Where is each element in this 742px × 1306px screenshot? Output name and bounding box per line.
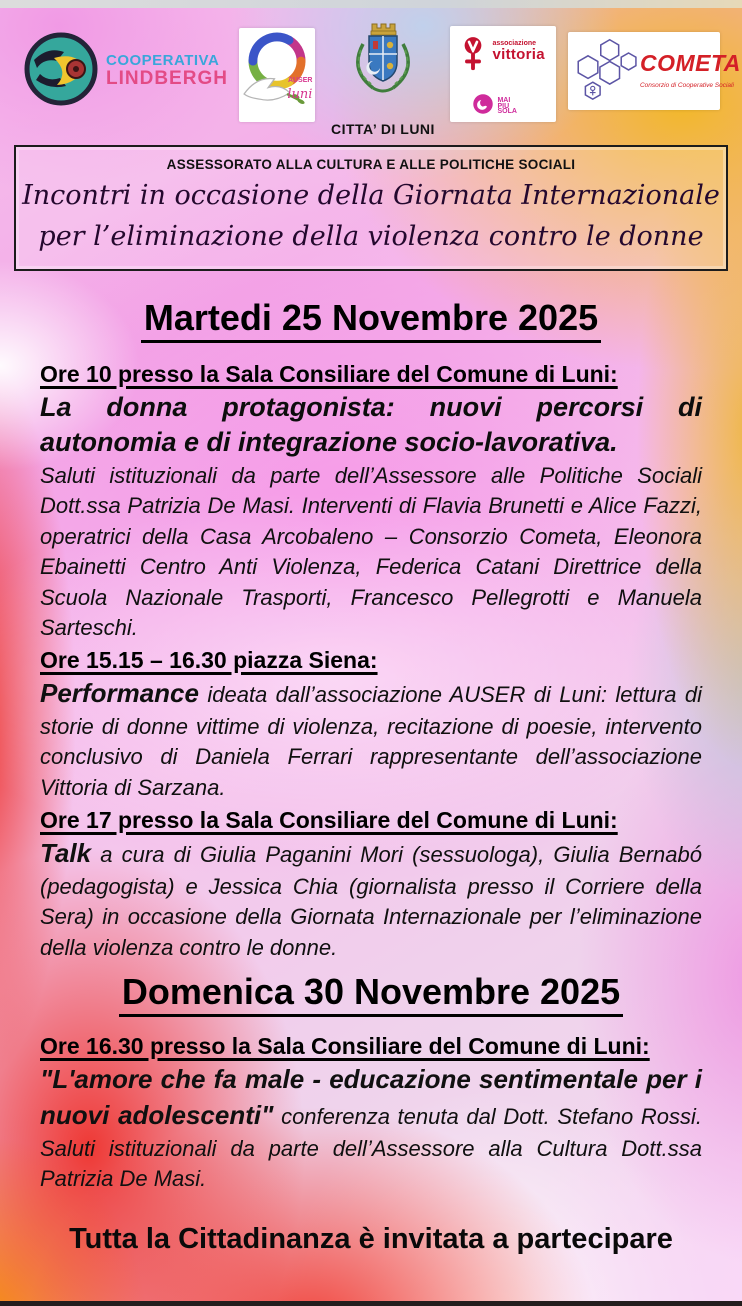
day2-title [40,971,702,1013]
auser-wordmark [287,70,312,102]
bottom-edge-strip [0,1301,742,1306]
poster-title-line1: Incontri in occasione della Giornata Internazionale [22,180,720,211]
day2-event1-body [40,1062,702,1194]
day1-event3-heading: Ore 17 presso la Sala Consiliare del Comune di Luni: [40,807,618,834]
cometa-logo [568,32,741,110]
title-banner [14,145,728,271]
day1-event1-title: La donna protagonista: nuovi percorsi di autonomia e di integrazione socio-lavorativa. [40,392,702,457]
lindbergh-wordmark [106,53,228,90]
phone-icon [472,93,494,120]
hexagons-icon [572,34,638,109]
footer-invite: Tutta la Cittadinanza è invitata a partecipare [69,1222,673,1255]
top-edge-strip [0,0,742,8]
comune-logo [327,18,439,137]
lindbergh-emblem-icon [24,32,98,111]
day1-event2-heading: Ore 15.15 – 16.30 piazza Siena: [40,647,378,674]
vittoria-wordmark [492,40,544,62]
mps-line3: SOLA [497,108,517,116]
mai-piu-sola-text [497,98,516,116]
mai-piu-sola-badge [472,93,550,120]
day1-event2-text: ideata dall’associazione AUSER di Luni: lettura di storie di donne vittime di violenza, recitazione di poesie, intervento conclusivo di Daniela Ferrari rappresentante dell’associazione Vittoria di Sarzana. [40,682,702,800]
vittoria-logo [450,26,556,122]
lindbergh-word-cooperativa: COOPERATIVA [106,52,220,70]
day2-event1-heading: Ore 16.30 presso la Sala Consiliare del Comune di Luni: [40,1033,650,1060]
day1-event3-text: a cura di Giulia Paganini Mori (sessuologa), Giulia Bernabó (pedagogista) e Jessica Chia (giornalista presso il Corriere della Sera) in occasione della Giornata Internazionale per l’eliminazione della violenza contro le donne. [40,842,702,960]
auser-logo [239,28,315,122]
day1-event1-body: Saluti istituzionali da parte dell’Assessore alle Politiche Sociali Dott.ssa Patrizia De Masi. Interventi di Flavia Brunetti e Alice Fazzi, operatrici della Casa Arcobaleno – Consorzio Cometa, Eleonora Ebainetti Centro Anti Violenza, Federica Catani Direttrice della Scuola Nazionale Trasporti, Francesco Pellegrotti e Manuela Sarteschi. [40,463,702,640]
day2-event1-lead: "L'amore che fa male - educazione sentimentale per i nuovi adolescenti" [40,1064,702,1131]
mps-line2: PIU [497,102,510,110]
day1-event1-heading: Ore 10 presso la Sala Consiliare del Comune di Luni: [40,361,618,387]
banner-kicker: ASSESSORATO ALLA CULTURA E ALLE POLITICHE SOCIALI [166,157,576,172]
cometa-name-label: COMETA [639,49,741,76]
header-logos [0,0,742,137]
day1-title-text: Martedi 25 Novembre 2025 [141,297,601,343]
day1-event3-body [40,836,702,963]
comune-caption: CITTA’ DI LUNI [330,121,435,137]
day1-title [40,297,702,339]
day1-event2-lead: Performance [40,678,199,709]
day2-event1-text: conferenza tenuta dal Dott. Stefano Rossi. Saluti istituzionali da parte dell’Assessore alla Cultura Dott.ssa Patrizia De Masi. [40,1104,702,1192]
vittoria-name-label: vittoria [492,46,545,63]
day2-title-text: Domenica 30 Novembre 2025 [119,971,623,1017]
vittoria-small-label: associazione [492,40,537,47]
female-symbol-icon [458,34,488,83]
mps-line1: MAI [497,96,511,104]
cometa-wordmark [639,49,741,91]
day1-event2-body [40,676,702,803]
poster-body [0,297,742,1256]
cometa-tagline: Consorzio di Cooperative Sociali [639,81,734,89]
day1-event3-lead: Talk [40,838,92,869]
comune-crest-icon [347,101,419,118]
lindbergh-word-lindbergh: LINDBERGH [106,68,228,90]
lindbergh-logo [24,32,228,111]
poster-title [22,176,720,257]
poster-title-line2: per l’eliminazione della violenza contro le donne [38,220,704,252]
auser-place-label: luni [287,87,313,102]
auser-org-label: AUSER [287,77,313,84]
rainbow-ring-dove-icon [239,109,315,126]
